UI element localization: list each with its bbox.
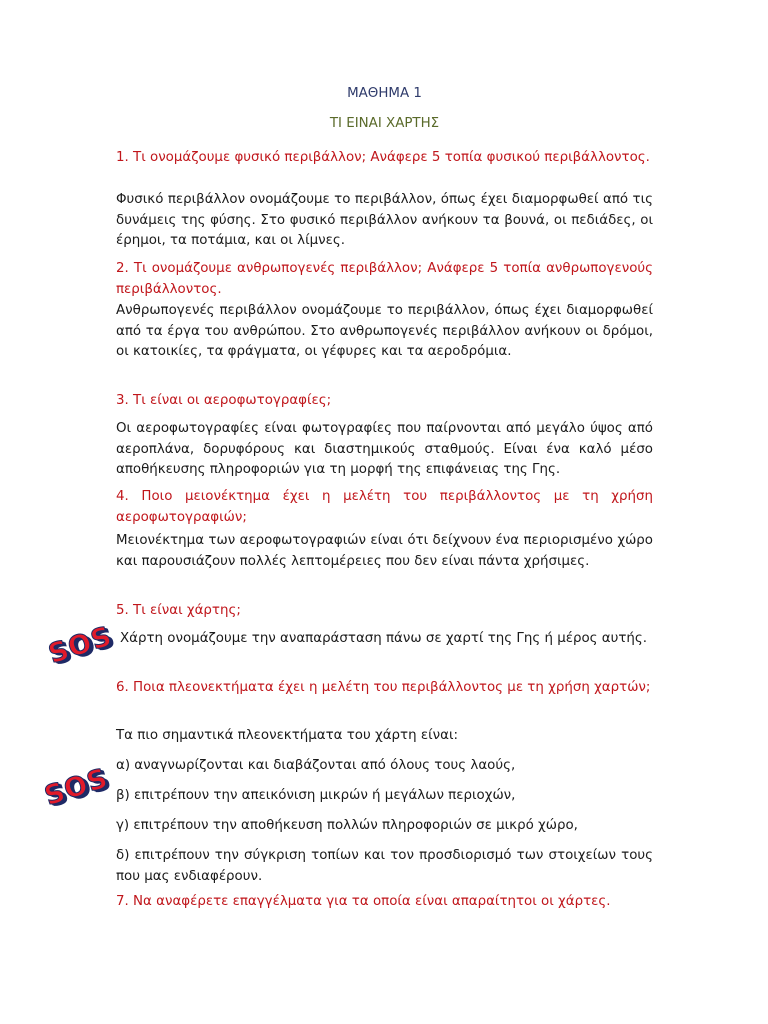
question-1: 1. Τι ονομάζουμε φυσικό περιβάλλον; Ανάφερε 5 τοπία φυσικού περιβάλλοντος. [116,150,650,165]
question-5: 5. Τι είναι χάρτης; [116,603,241,618]
answer-4: Μειονέκτημα των αεροφωτογραφιών είναι ότι δείχνουν ένα περιορισμένο χώρο και παρουσιάζουν πολλές λεπτομέρειες που δεν είναι πάντα χρήσιμες. [116,533,653,569]
question-3: 3. Τι είναι οι αεροφωτογραφίες; [116,393,332,408]
advantage-item: β) επιτρέπουν την απεικόνιση μικρών ή μεγάλων περιοχών, [116,788,516,803]
advantage-item: δ) επιτρέπουν την σύγκριση τοπίων και τον προσδιορισμό των στοιχείων τους που μας ενδιαφέρουν. [116,848,653,884]
answer-1: Φυσικό περιβάλλον ονομάζουμε το περιβάλλον, όπως έχει διαμορφωθεί από τις δυνάμεις της φύσης. Στο φυσικό περιβάλλον ανήκουν τα βουνά, οι πεδιάδες, οι έρημοι, τα ποτάμια, και οι λίμνες. [116,192,653,248]
answer-5: Χάρτη ονομάζουμε την αναπαράσταση πάνω σε χαρτί της Γης ή μέρος αυτής. [120,631,648,646]
answer-6-intro: Τα πιο σημαντικά πλεονεκτήματα του χάρτη είναι: [116,728,458,743]
lesson-title: ΜΑΘΗΜΑ 1 [347,86,422,101]
advantage-item: γ) επιτρέπουν την αποθήκευση πολλών πληροφοριών σε μικρό χώρο, [116,818,578,833]
answer-2: Ανθρωπογενές περιβάλλον ονομάζουμε το περιβάλλον, όπως έχει διαμορφωθεί από τα έργα του ανθρώπου. Στο ανθρωπογενές περιβάλλον ανήκουν οι δρόμοι, οι κατοικίες, τα φράγματα, οι γέφυρες και τα αεροδρόμια. [116,303,653,359]
sos-badge: SOS [44,620,117,671]
question-7: 7. Να αναφέρετε επαγγέλματα για τα οποία είναι απαραίτητοι οι χάρτες. [116,894,611,909]
question-4: 4. Ποιο μειονέκτημα έχει η μελέτη του περιβάλλοντος με τη χρήση αεροφωτογραφιών; [116,489,653,525]
question-6: 6. Ποια πλεονεκτήματα έχει η μελέτη του περιβάλλοντος με τη χρήση χαρτών; [116,680,651,695]
lesson-subtitle: ΤΙ ΕΙΝΑΙ ΧΑΡΤΗΣ [329,116,440,131]
question-2: 2. Τι ονομάζουμε ανθρωπογενές περιβάλλον; Ανάφερε 5 τοπία ανθρωπογενούς περιβάλλοντος. [116,261,653,297]
answer-3: Οι αεροφωτογραφίες είναι φωτογραφίες που παίρνονται από μεγάλο ύψος από αεροπλάνα, δορυφόρους και διαστημικούς σταθμούς. Είναι ένα καλό μέσο αποθήκευσης πληροφοριών για τη μορφή της επιφάνειας της Γης. [116,421,653,477]
advantage-item: α) αναγνωρίζονται και διαβάζονται από όλους τους λαούς, [116,758,516,773]
sos-badge: SOS [40,762,113,813]
